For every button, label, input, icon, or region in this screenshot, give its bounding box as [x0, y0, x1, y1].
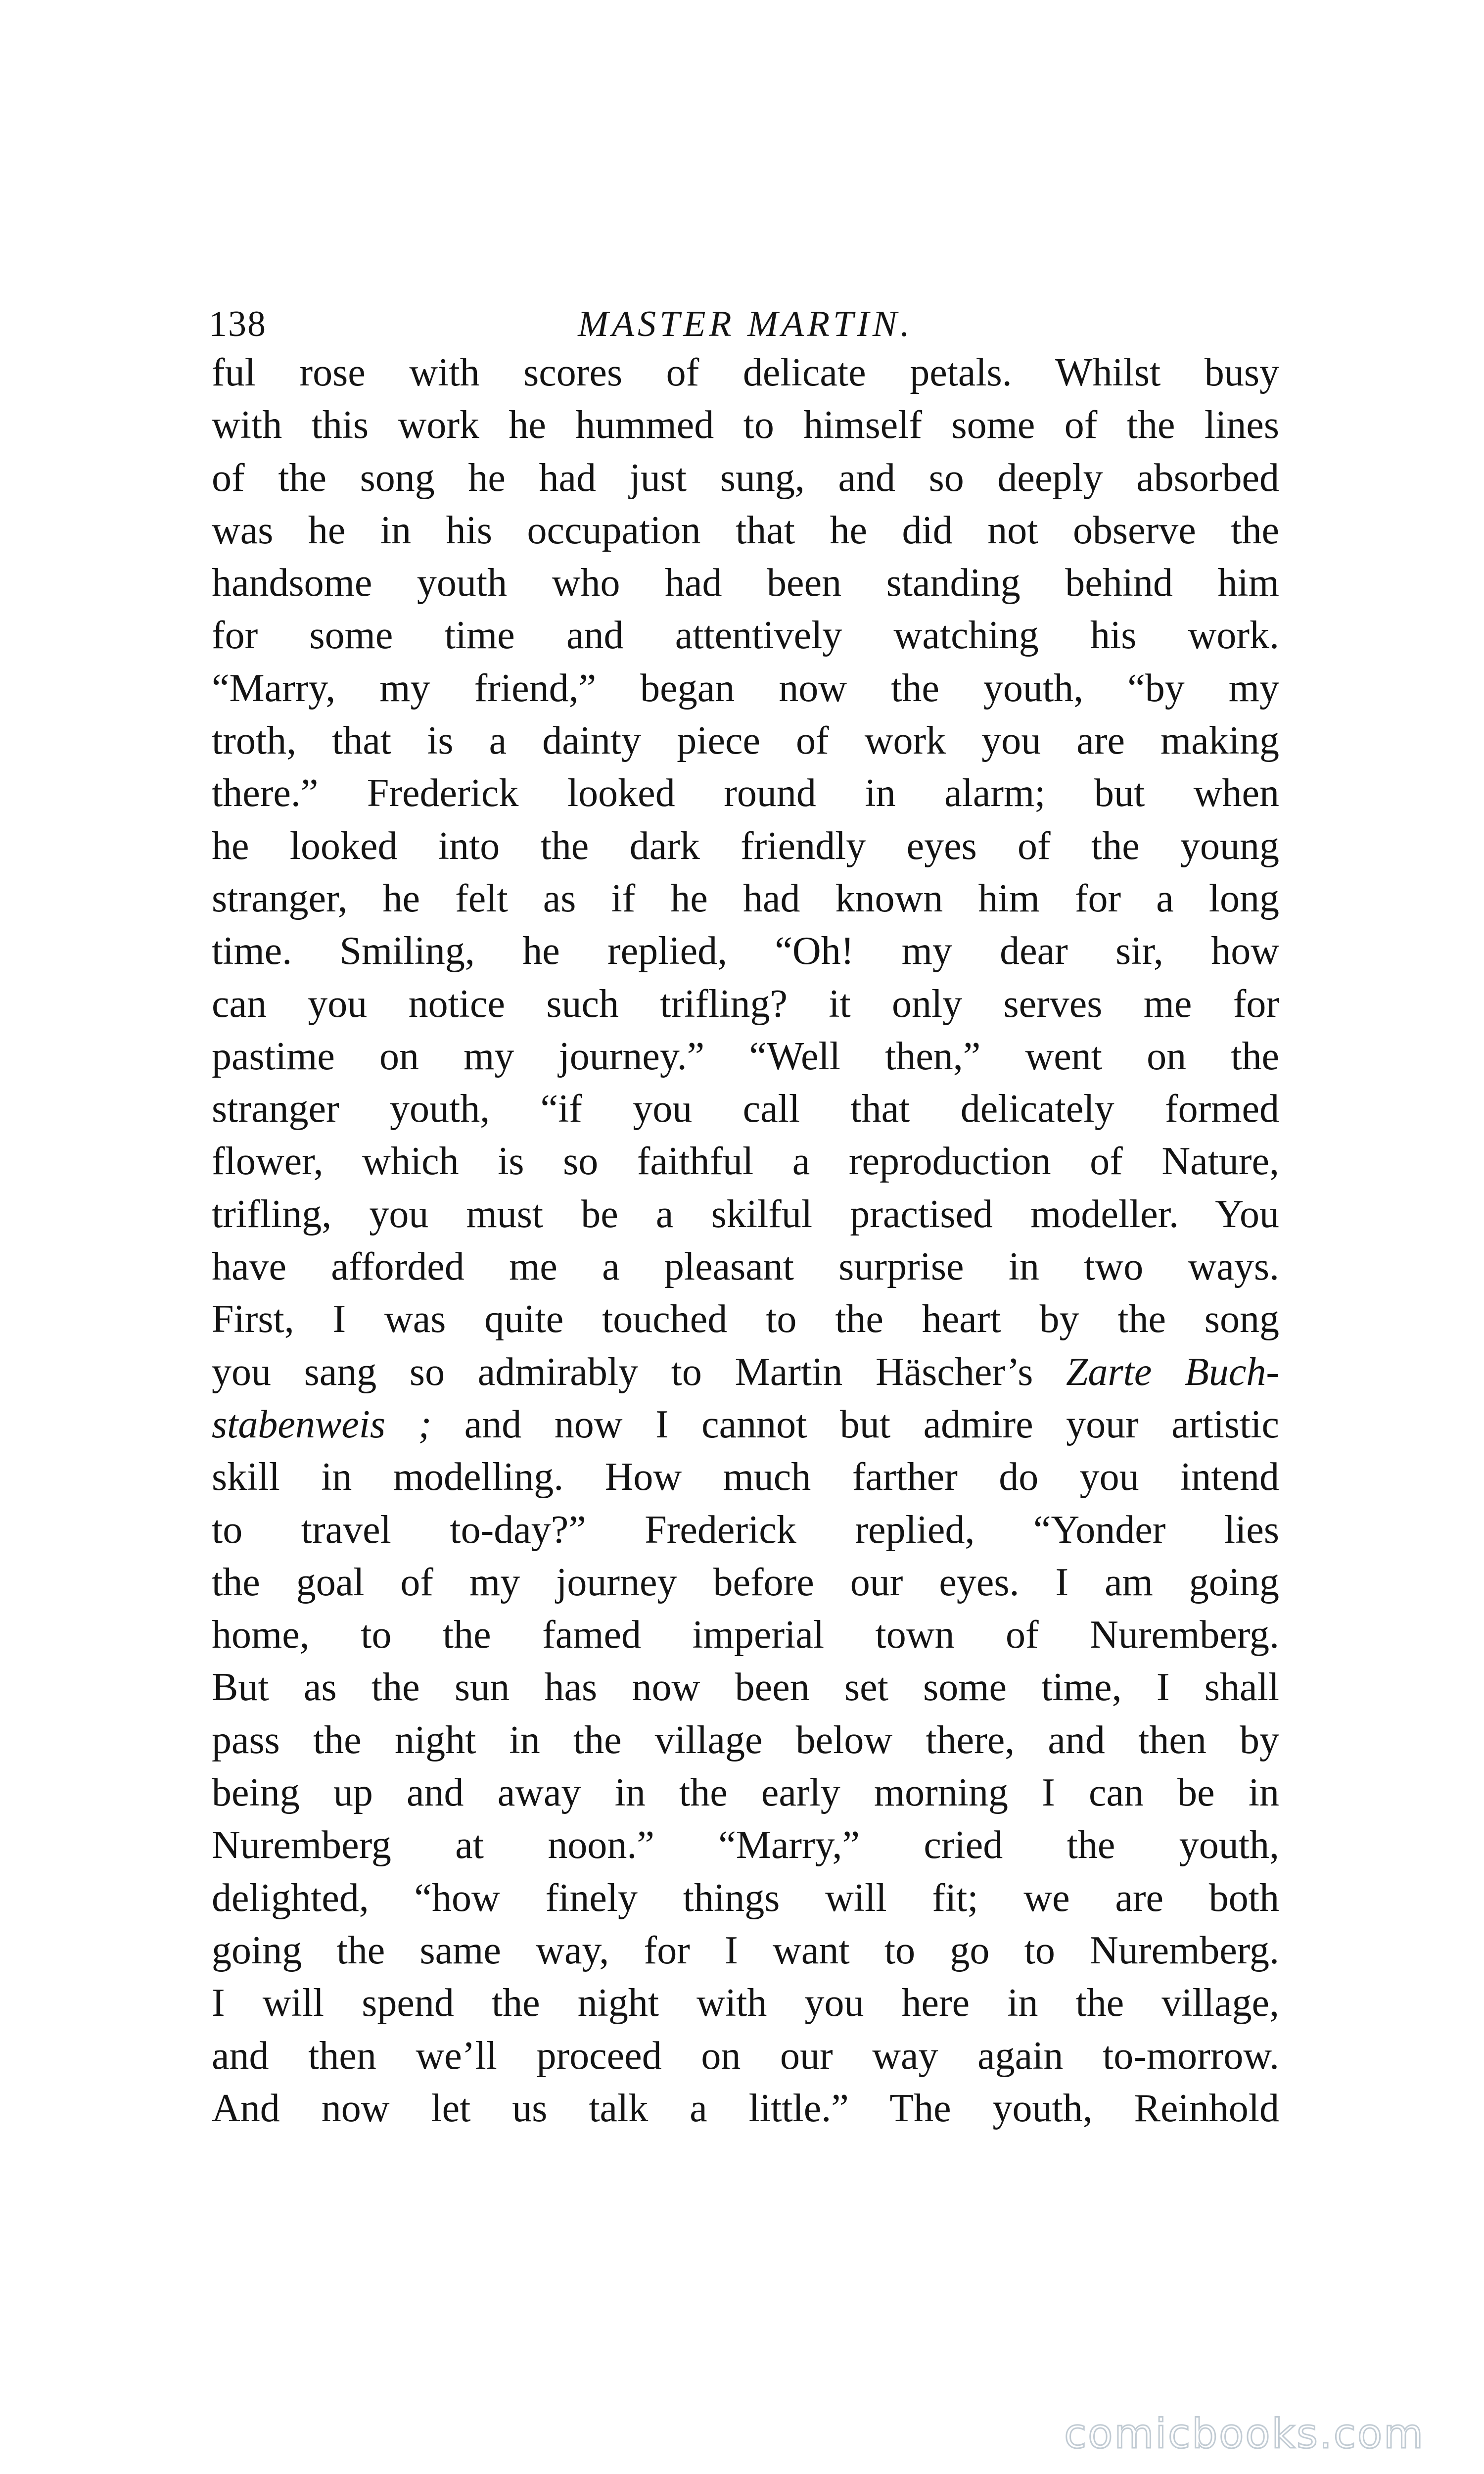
text-line: ful rose with scores of delicate petals. Whilst busy — [212, 351, 1279, 394]
text-line: I will spend the night with you here in the village, — [212, 1981, 1279, 2025]
running-head — [209, 299, 1282, 349]
text-line: delighted, “how finely things will fit; we are both — [212, 1876, 1279, 1920]
italic-title-segment: Zarte Buch- — [1066, 1350, 1280, 1394]
text-segment: and now I cannot but admire your artistic — [431, 1402, 1280, 1446]
text-line: stranger, he felt as if he had known him for a long — [212, 876, 1279, 920]
text-line: have afforded me a pleasant surprise in two ways. — [212, 1245, 1279, 1289]
text-line-with-italic — [212, 1398, 1279, 1451]
text-line: there.” Frederick looked round in alarm; but when — [212, 771, 1279, 815]
text-line: flower, which is so faithful a reproduction of Nature, — [212, 1140, 1279, 1184]
text-line: skill in modelling. How much farther do you intend — [212, 1455, 1279, 1499]
text-line: the goal of my journey before our eyes. I am going — [212, 1560, 1279, 1604]
text-line: of the song he had just sung, and so deeply absorbed — [212, 456, 1279, 500]
watermark: comicbooks.com — [1064, 2411, 1425, 2458]
text-line-with-italic — [212, 1346, 1279, 1398]
text-line: First, I was quite touched to the heart by the song — [212, 1297, 1279, 1341]
text-line: with this work he hummed to himself some of the lines — [212, 403, 1279, 447]
text-line: was he in his occupation that he did not observe the — [212, 508, 1279, 552]
running-title: MASTER MARTIN. — [578, 304, 913, 344]
text-line: trifling, you must be a skilful practised modeller. You — [212, 1192, 1279, 1236]
text-line: pass the night in the village below there, and then by — [212, 1718, 1279, 1762]
text-line: to travel to-day?” Frederick replied, “Yonder lies — [212, 1508, 1279, 1552]
text-line: he looked into the dark friendly eyes of the young — [212, 824, 1279, 868]
text-line: And now let us talk a little.” The youth, Reinhold — [212, 2086, 1279, 2130]
text-line: home, to the famed imperial town of Nuremberg. — [212, 1613, 1279, 1657]
page-number: 138 — [209, 304, 267, 344]
text-line: handsome youth who had been standing behind him — [212, 561, 1279, 605]
text-line: for some time and attentively watching his work. — [212, 614, 1279, 658]
text-line: time. Smiling, he replied, “Oh! my dear sir, how — [212, 929, 1279, 973]
text-line: being up and away in the early morning I can be in — [212, 1771, 1279, 1815]
text-line: But as the sun has now been set some time, I shall — [212, 1665, 1279, 1710]
text-line: Nuremberg at noon.” “Marry,” cried the youth, — [212, 1823, 1279, 1867]
text-line: going the same way, for I want to go to Nuremberg. — [212, 1928, 1279, 1972]
text-line: can you notice such trifling? it only serves me for — [212, 982, 1279, 1026]
text-line: pastime on my journey.” “Well then,” went on the — [212, 1034, 1279, 1078]
text-segment: you sang so admirably to Martin Häscher’s — [212, 1350, 1066, 1394]
text-line: troth, that is a dainty piece of work you are making — [212, 719, 1279, 763]
text-line: stranger youth, “if you call that delicately formed — [212, 1087, 1279, 1131]
text-line: and then we’ll proceed on our way again to-morrow. — [212, 2034, 1279, 2078]
italic-title-segment: stabenweis ; — [212, 1402, 432, 1446]
body-text — [212, 346, 1279, 2135]
text-line: “Marry, my friend,” began now the youth, “by my — [212, 666, 1279, 710]
